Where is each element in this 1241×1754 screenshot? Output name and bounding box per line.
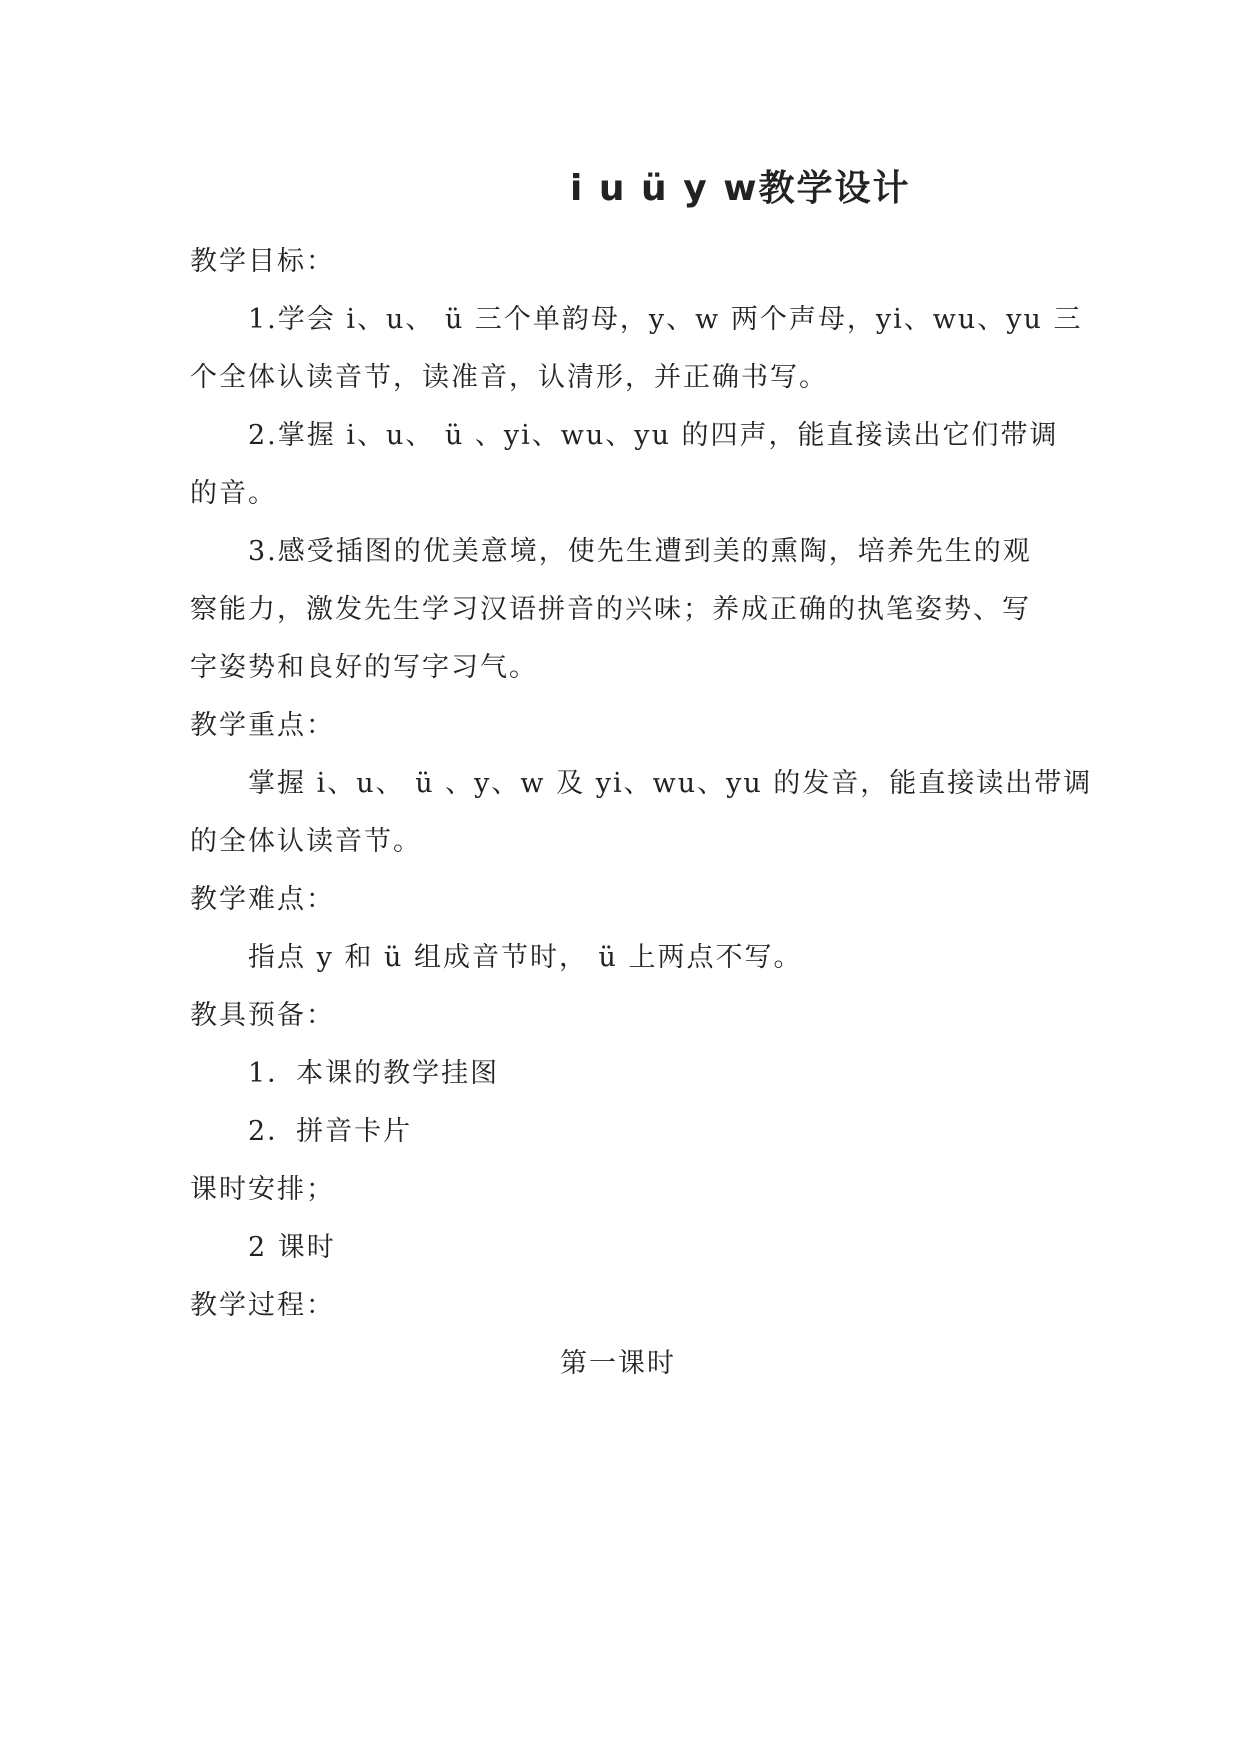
- schedule-heading: 课时安排；: [190, 1174, 335, 1205]
- difficulty-heading: 教学难点：: [190, 884, 335, 915]
- goal-1-line-2: 个全体认读音节，读准音，认清形，并正确书写。: [190, 362, 828, 393]
- tool-item-2: 2．拼音卡片: [248, 1116, 413, 1147]
- tools-heading: 教具预备：: [190, 1000, 335, 1031]
- key-points-heading: 教学重点：: [190, 710, 335, 741]
- page-title: i u ü y w教学设计: [570, 168, 911, 209]
- difficulty-line-1: 指点 y 和 ü 组成音节时， ü 上两点不写。: [248, 942, 803, 973]
- goal-2-line-1: 2.掌握 i、u、 ü 、yi、wu、yu 的四声，能直接读出它们带调: [248, 420, 1059, 451]
- process-heading: 教学过程：: [190, 1290, 335, 1321]
- schedule-value: 2 课时: [248, 1232, 336, 1263]
- goal-3-line-3: 字姿势和良好的写字习气。: [190, 652, 538, 683]
- key-points-line-2: 的全体认读音节。: [190, 826, 422, 857]
- goal-1-line-1: 1.学会 i、u、 ü 三个单韵母，y、w 两个声母，yi、wu、yu 三: [248, 304, 1083, 335]
- goals-heading: 教学目标：: [190, 246, 335, 277]
- tool-item-1: 1．本课的教学挂图: [248, 1058, 500, 1089]
- goal-3-line-1: 3.感受插图的优美意境，使先生遭到美的熏陶，培养先生的观: [248, 536, 1032, 567]
- goal-3-line-2: 察能力，激发先生学习汉语拼音的兴味；养成正确的执笔姿势、写: [190, 594, 1031, 625]
- lesson-1-heading: 第一课时: [560, 1348, 676, 1379]
- key-points-line-1: 掌握 i、u、 ü 、y、w 及 yi、wu、yu 的发音，能直接读出带调: [248, 768, 1093, 799]
- goal-2-line-2: 的音。: [190, 478, 277, 509]
